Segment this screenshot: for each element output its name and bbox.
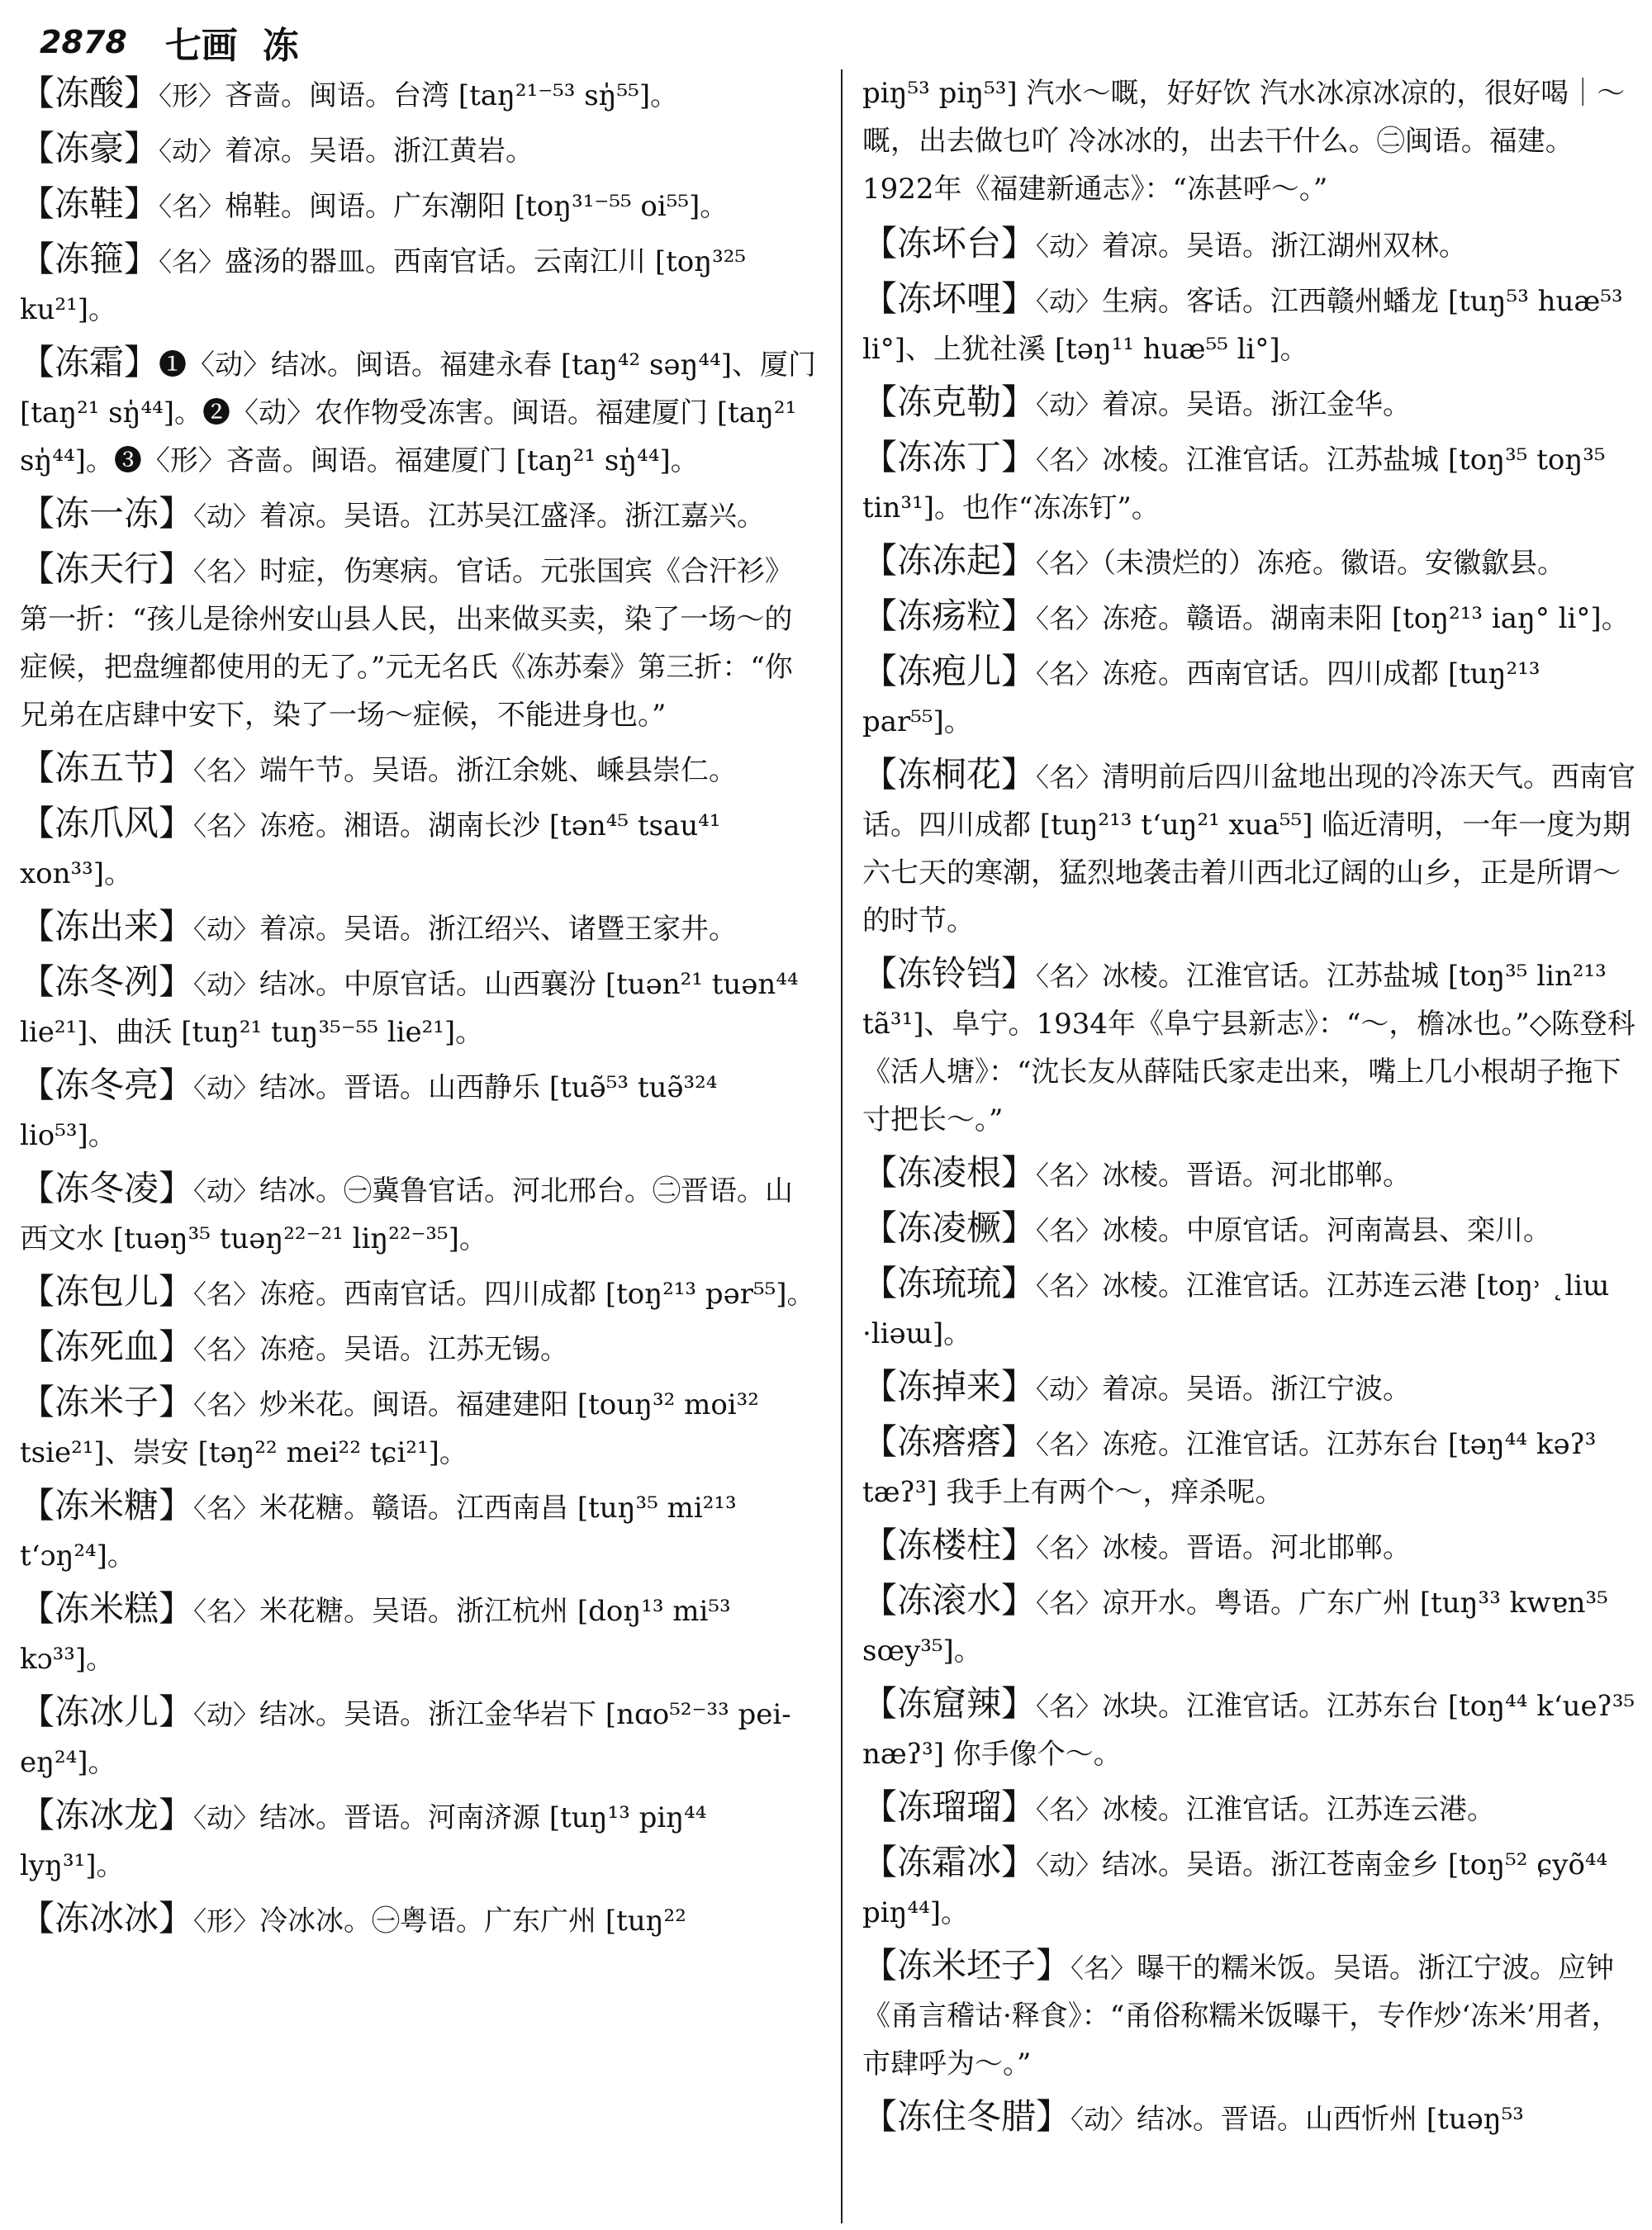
entry-part-of-speech: 〈名〉	[159, 246, 225, 278]
entry-headword: 【冻出来】	[20, 906, 194, 947]
dictionary-entry	[862, 1149, 1640, 1199]
entry-headword: 【冻箍】	[20, 239, 159, 279]
entry-definition: 冻疮。西南官话。四川成都 [toŋ²¹³ pər⁵⁵]。	[259, 1278, 815, 1311]
entry-part-of-speech: 〈名〉	[1036, 1691, 1103, 1722]
dictionary-entry	[20, 490, 818, 540]
dictionary-entry	[862, 1418, 1640, 1516]
entry-headword: 【冻冻丁】	[862, 437, 1037, 477]
dictionary-entry	[20, 125, 818, 175]
dictionary-entry	[862, 434, 1640, 532]
entry-part-of-speech: 〈名〉	[1036, 444, 1103, 476]
entry-headword: 【冻冬亮】	[20, 1065, 194, 1105]
dictionary-entry	[20, 339, 818, 485]
entry-definition: 结冰。晋语。山西静乐 [tuə̃⁵³ tuə̃³²⁴ lio⁵³]。	[20, 1071, 718, 1152]
entry-headword: 【冻冰冰】	[20, 1898, 194, 1938]
entry-part-of-speech: 〈名〉	[193, 755, 260, 786]
dictionary-entry	[20, 1482, 818, 1580]
entry-definition: 结冰。㊀冀鲁官话。河北邢台。㊁晋语。山西文水 [tuəŋ³⁵ tuəŋ²²⁻²¹ liŋ²²⁻³⁵]。	[20, 1174, 794, 1255]
entry-headword: 【冻凌根】	[862, 1152, 1037, 1193]
entry-headword: 【冻滚水】	[862, 1580, 1037, 1620]
entry-headword: 【冻豪】	[20, 128, 159, 168]
entry-definition: 着凉。吴语。浙江黄岩。	[225, 135, 534, 168]
entry-part-of-speech: 〈名〉	[1036, 762, 1103, 793]
entry-definition: （未溃烂的）冻疮。徽语。安徽歙县。	[1102, 547, 1566, 580]
entry-definition: 结冰。晋语。河南济源 [tuŋ¹³ piŋ⁴⁴ lyŋ³¹]。	[20, 1801, 707, 1882]
entry-headword: 【冻米糕】	[20, 1588, 194, 1629]
entry-part-of-speech: 〈名〉	[1036, 603, 1103, 634]
dictionary-entry	[862, 220, 1640, 270]
entry-headword: 【冻冰儿】	[20, 1691, 194, 1732]
column-divider	[841, 69, 843, 2223]
dictionary-entry	[862, 1783, 1640, 1834]
entry-part-of-speech: 〈动〉	[1036, 1849, 1103, 1881]
dictionary-entry	[20, 235, 818, 334]
entry-definition: 端午节。吴语。浙江余姚、嵊县崇仁。	[259, 754, 738, 787]
dictionary-entry	[20, 545, 818, 739]
entry-definition: 冻疮。赣语。湖南耒阳 [toŋ²¹³ iaŋ° li°]。	[1102, 602, 1630, 635]
entry-definition: 着凉。吴语。浙江绍兴、诸暨王家井。	[259, 913, 738, 946]
entry-part-of-speech: 〈名〉	[193, 810, 260, 842]
entry-headword: 【冻冬凌】	[20, 1168, 194, 1208]
head-character: 冻	[262, 25, 299, 67]
entry-definition: 米花糖。吴语。浙江杭州 [doŋ¹³ mi⁵³ kɔ³³]。	[20, 1595, 731, 1676]
entry-headword: 【冻爪风】	[20, 803, 194, 843]
dictionary-entry	[20, 799, 818, 898]
entry-definition: 冰棱。江淮官话。江苏连云港 [toŋ˒ ˛liɯ ·liəɯ]。	[862, 1269, 1610, 1350]
page-header	[40, 13, 324, 71]
entry-headword: 【冻霜冰】	[862, 1842, 1037, 1882]
entry-part-of-speech: 〈名〉	[1036, 658, 1103, 690]
dictionary-entry	[20, 744, 818, 795]
entry-part-of-speech: 〈形〉	[193, 1905, 260, 1937]
dictionary-entry	[20, 958, 818, 1056]
entry-part-of-speech: 〈名〉	[1070, 1952, 1137, 1984]
entry-definition: 米花糖。赣语。江西南昌 [tuŋ³⁵ mi²¹³ tʻɔŋ²⁴]。	[20, 1492, 737, 1573]
entry-part-of-speech: 〈名〉	[193, 1389, 260, 1421]
entry-part-of-speech: 〈名〉	[193, 1596, 260, 1627]
entry-part-of-speech: 〈名〉	[159, 191, 225, 222]
entry-headword: 【冻疱儿】	[862, 651, 1037, 691]
entry-definition: 吝啬。闽语。台湾 [taŋ²¹⁻⁵³ sŋ̍⁵⁵]。	[225, 79, 679, 112]
dictionary-entry	[20, 1323, 818, 1374]
entry-headword: 【冻铃铛】	[862, 953, 1037, 994]
entry-headword: 【冻霜】	[20, 342, 159, 382]
entry-definition: 冰棱。中原官话。河南嵩县、栾川。	[1102, 1214, 1552, 1247]
entry-definition: 炒米花。闽语。福建建阳 [touŋ³² moi³² tsie²¹]、崇安 [təŋ²² mei²² tɕi²¹]。	[20, 1388, 759, 1469]
entry-part-of-speech: 〈名〉	[193, 1492, 260, 1524]
entry-part-of-speech: 〈动〉	[193, 913, 260, 945]
entry-definition: 冻疮。西南官话。四川成都 [tuŋ²¹³ par⁵⁵]。	[862, 657, 1540, 738]
entry-part-of-speech: 〈名〉	[193, 556, 260, 587]
dictionary-entry	[862, 1839, 1640, 1937]
entry-definition: 着凉。吴语。江苏吴江盛泽。浙江嘉兴。	[259, 500, 766, 533]
entry-definition: 结冰。晋语。山西忻州 [tuəŋ⁵³	[1137, 2103, 1524, 2136]
entry-headword: 【冻冻起】	[862, 540, 1037, 581]
dictionary-entry	[862, 592, 1640, 643]
entry-part-of-speech: 〈名〉	[1036, 1587, 1103, 1619]
right-column	[862, 69, 1640, 2148]
entry-part-of-speech: 〈名〉	[1036, 1215, 1103, 1246]
entry-headword: 【冻包儿】	[20, 1271, 194, 1312]
entry-part-of-speech: 〈动〉	[1036, 286, 1103, 317]
entry-headword: 【冻掉来】	[862, 1366, 1037, 1407]
entry-definition: 冻疮。湘语。湖南长沙 [tən⁴⁵ tsau⁴¹ xon³³]。	[20, 809, 721, 890]
entry-headword: 【冻冬冽】	[20, 961, 194, 1002]
entry-definition: 冰棱。江淮官话。江苏连云港。	[1102, 1793, 1496, 1826]
dictionary-entry	[862, 751, 1640, 945]
dictionary-entry	[862, 1577, 1640, 1675]
entry-headword: 【冻五节】	[20, 747, 194, 788]
dictionary-entry	[862, 648, 1640, 746]
entry-definition: 冻疮。江淮官话。江苏东台 [təŋ⁴⁴ kəʔ³ tæʔ³] 我手上有两个～，痒杀呢。	[862, 1428, 1597, 1509]
dictionary-entry	[862, 1521, 1640, 1572]
entry-part-of-speech: 〈动〉	[193, 969, 260, 1000]
dictionary-entry	[20, 903, 818, 953]
dictionary-entry	[20, 1791, 818, 1890]
entry-headword: 【冻桐花】	[862, 754, 1037, 795]
dictionary-entry	[862, 1260, 1640, 1358]
entry-headword: 【冻凌橛】	[862, 1208, 1037, 1248]
entry-part-of-speech: 〈动〉	[1036, 1374, 1103, 1405]
dictionary-entry	[20, 1895, 818, 1945]
entry-definition: 结冰。吴语。浙江金华岩下 [nɑo⁵²⁻³³ pei-eŋ²⁴]。	[20, 1698, 791, 1779]
entry-definition: 曝干的糯米饭。吴语。浙江宁波。应钟《甬言稽诂·释食》：“甬俗称糯米饭曝干，专作炒‘冻米’用者，市肆呼为～。”	[862, 1952, 1620, 2081]
page-number: 2878	[40, 24, 127, 60]
entry-part-of-speech: 〈名〉	[193, 1334, 260, 1365]
entry-part-of-speech: 〈名〉	[1036, 1794, 1103, 1825]
entry-headword: 【冻瘩瘩】	[862, 1421, 1037, 1462]
entry-part-of-speech: 〈动〉	[193, 501, 260, 532]
dictionary-entry	[20, 1378, 818, 1477]
entry-definition: 冻疮。吴语。江苏无锡。	[259, 1333, 569, 1366]
entry-part-of-speech: 〈动〉	[193, 1802, 260, 1834]
entry-definition: 着凉。吴语。浙江湖州双林。	[1102, 230, 1468, 263]
entry-definition: 结冰。吴语。浙江苍南金乡 [toŋ⁵² ɕyõ⁴⁴ piŋ⁴⁴]。	[862, 1848, 1608, 1929]
dictionary-entry	[20, 180, 818, 230]
entry-definition: ❶〈动〉结冰。闽语。福建永春 [taŋ⁴² səŋ⁴⁴]、厦门 [taŋ²¹ sŋ̍⁴⁴]。❷〈动〉农作物受冻害。闽语。福建厦门 [taŋ²¹ sŋ̍⁴⁴]。❸〈形〉吝啬。闽语。福建厦门 [taŋ²¹ sŋ̍⁴⁴]。	[20, 349, 816, 477]
entry-part-of-speech: 〈动〉	[193, 1072, 260, 1103]
entry-headword: 【冻鞋】	[20, 183, 159, 224]
entry-definition: 凉开水。粤语。广东广州 [tuŋ³³ kwɐn³⁵ sœy³⁵]。	[862, 1587, 1608, 1668]
dictionary-entry	[862, 950, 1640, 1144]
entry-part-of-speech: 〈名〉	[1036, 1429, 1103, 1460]
entry-headword: 【冻酸】	[20, 73, 159, 113]
entry-headword: 【冻冰龙】	[20, 1795, 194, 1835]
dictionary-entry	[20, 1268, 818, 1318]
entry-headword: 【冻坏台】	[862, 223, 1037, 263]
entry-definition: 清明前后四川盆地出现的冷冻天气。西南官话。四川成都 [tuŋ²¹³ tʻuŋ²¹ xua⁵⁵] 临近清明，一年一度为期六七天的寒潮，猛烈地袭击着川西北辽阔的山乡，正是所谓～的时节。	[862, 761, 1636, 937]
entry-headword: 【冻坏哩】	[862, 278, 1037, 319]
entry-headword: 【冻住冬腊】	[862, 2096, 1071, 2137]
entry-headword: 【冻死血】	[20, 1326, 194, 1367]
entry-headword: 【冻一冻】	[20, 493, 194, 534]
dictionary-entry	[862, 275, 1640, 373]
entry-part-of-speech: 〈形〉	[159, 80, 225, 112]
continued-entry-text: piŋ⁵³ piŋ⁵³] 汽水～嘅，好好饮 汽水冰凉冰凉的，很好喝｜～嘅，出去做乜吖 冷冰冰的，出去干什么。㊁闽语。福建。1922年《福建新通志》：“冻甚呼～。”	[862, 77, 1626, 206]
entry-part-of-speech: 〈动〉	[193, 1699, 260, 1730]
entry-part-of-speech: 〈动〉	[1070, 2104, 1137, 2135]
entry-definition: 盛汤的器皿。西南官话。云南江川 [toŋ³²⁵ ku²¹]。	[20, 245, 747, 326]
entry-definition: 冰棱。江淮官话。江苏盐城 [toŋ³⁵ toŋ³⁵ tin³¹]。也作“冻冻钉”。	[862, 444, 1606, 524]
entry-definition: 冰块。江淮官话。江苏东台 [toŋ⁴⁴ kʻueʔ³⁵ næʔ³] 你手像个～。	[862, 1690, 1635, 1771]
entry-headword: 【冻米子】	[20, 1382, 194, 1422]
dictionary-entry	[862, 1942, 1640, 2088]
entry-part-of-speech: 〈名〉	[1036, 548, 1103, 579]
entry-headword: 【冻天行】	[20, 548, 194, 589]
entry-definition: 着凉。吴语。浙江金华。	[1102, 388, 1412, 421]
entry-definition: 冰棱。江淮官话。江苏盐城 [toŋ³⁵ lin²¹³ tã³¹]、阜宁。1934年《阜宁县新志》：“～，檐冰也。”◇陈登科《活人塘》：“沈长友从薛陆氏家走出来，嘴上几小根胡子拖下寸把长～。”	[862, 960, 1635, 1136]
entry-part-of-speech: 〈名〉	[1036, 961, 1103, 992]
dictionary-entry	[20, 1061, 818, 1160]
dictionary-entry	[20, 1688, 818, 1786]
entry-definition: 结冰。中原官话。山西襄汾 [tuən²¹ tuən⁴⁴ lie²¹]、曲沃 [tuŋ²¹ tuŋ³⁵⁻⁵⁵ lie²¹]。	[20, 968, 799, 1049]
entry-part-of-speech: 〈名〉	[1036, 1532, 1103, 1563]
entry-headword: 【冻米坯子】	[862, 1945, 1071, 1986]
dictionary-entry	[20, 1585, 818, 1683]
entry-definition: 冰棱。晋语。河北邯郸。	[1102, 1531, 1412, 1564]
entry-part-of-speech: 〈动〉	[193, 1175, 260, 1207]
entry-headword: 【冻瑠瑠】	[862, 1786, 1037, 1827]
entry-definition: 棉鞋。闽语。广东潮阳 [toŋ³¹⁻⁵⁵ oi⁵⁵]。	[225, 190, 729, 223]
dictionary-entry	[862, 1680, 1640, 1778]
entry-definition: 着凉。吴语。浙江宁波。	[1102, 1373, 1412, 1406]
entry-part-of-speech: 〈动〉	[1036, 389, 1103, 420]
dictionary-entry	[20, 1165, 818, 1263]
entry-definition: 生病。客话。江西赣州蟠龙 [tuŋ⁵³ huæ⁵³ li°]、上犹社溪 [təŋ¹¹ huæ⁵⁵ li°]。	[862, 285, 1623, 366]
entry-definition: 冷冰冰。㊀粤语。广东广州 [tuŋ²²	[259, 1905, 686, 1938]
entry-part-of-speech: 〈动〉	[159, 135, 225, 167]
dictionary-entry	[862, 537, 1640, 587]
entry-headword: 【冻窟辣】	[862, 1683, 1037, 1724]
entry-headword: 【冻克勒】	[862, 382, 1037, 422]
entry-part-of-speech: 〈名〉	[1036, 1270, 1103, 1302]
entry-part-of-speech: 〈名〉	[1036, 1160, 1103, 1191]
dictionary-entry	[862, 378, 1640, 429]
entry-headword: 【冻米糖】	[20, 1485, 194, 1525]
section-label: 七画	[164, 25, 238, 67]
dictionary-entry	[20, 69, 818, 120]
entry-headword: 【冻琉琉】	[862, 1263, 1037, 1303]
dictionary-entry	[862, 1363, 1640, 1413]
entry-part-of-speech: 〈名〉	[193, 1279, 260, 1310]
left-column	[20, 69, 818, 1950]
entry-headword: 【冻疡粒】	[862, 595, 1037, 636]
entry-headword: 【冻楼柱】	[862, 1525, 1037, 1565]
dictionary-entry	[862, 2093, 1640, 2143]
entry-definition: 时症，伤寒病。官话。元张国宾《合汗衫》第一折：“孩儿是徐州安山县人民，出来做买卖，染了一场～的症候，把盘缠都使用的无了。”元无名氏《冻苏秦》第三折：“你兄弟在店肆中安下，染了一场～症候，不能进身也。”	[20, 555, 794, 732]
entry-part-of-speech: 〈动〉	[1036, 230, 1103, 262]
dictionary-entry	[862, 1204, 1640, 1255]
entry-definition: 冰棱。晋语。河北邯郸。	[1102, 1159, 1412, 1192]
